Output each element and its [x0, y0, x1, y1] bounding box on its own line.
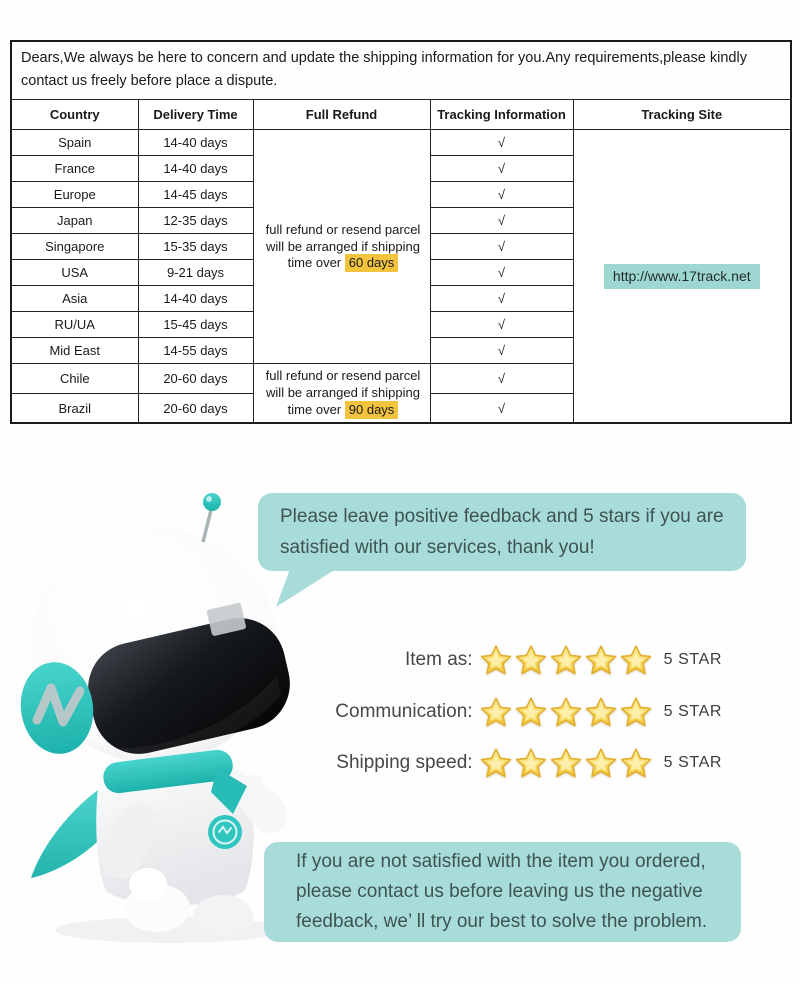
feedback-section [0, 410, 800, 984]
star-icon [480, 696, 512, 728]
star-icon [480, 644, 512, 676]
rating-row-shipping-speed [330, 745, 722, 781]
star-icon [585, 696, 617, 728]
refund-days-highlight: 90 days [345, 401, 399, 419]
delivery-cell: 14-40 days [138, 286, 253, 312]
country-cell: Mid East [11, 338, 138, 364]
rating-value: 5 STAR [663, 703, 722, 720]
bubble-line: Please leave positive feedback and 5 stars if you are [280, 506, 724, 527]
rating-label: Shipping speed: [336, 752, 473, 773]
bubble-line: If you are not satisfied with the item you ordered, [296, 851, 706, 872]
tracking-check: √ [430, 394, 573, 424]
tracking-check: √ [430, 338, 573, 364]
bubble-line: feedback, we’ ll try our best to solve the problem. [296, 911, 708, 932]
star-icon [550, 696, 582, 728]
delivery-cell: 14-55 days [138, 338, 253, 364]
star-icon [550, 644, 582, 676]
feedback-request-bubble [258, 493, 746, 571]
col-header-country: Country [11, 100, 138, 130]
star-rating [480, 696, 655, 728]
country-cell: USA [11, 260, 138, 286]
star-icon [585, 644, 617, 676]
star-icon [620, 747, 652, 779]
notice-row [11, 41, 791, 100]
tracking-check: √ [430, 286, 573, 312]
tracking-check: √ [430, 364, 573, 394]
bubble-line: satisfied with our services, thank you! [280, 537, 595, 558]
refund-days-highlight: 60 days [345, 254, 399, 272]
rating-value: 5 STAR [663, 651, 722, 668]
rating-row-item-as [330, 642, 722, 678]
delivery-cell: 20-60 days [138, 394, 253, 424]
rating-label: Communication: [335, 701, 473, 722]
star-icon [620, 644, 652, 676]
rating-row-communication [330, 694, 722, 730]
delivery-cell: 14-40 days [138, 156, 253, 182]
delivery-cell: 15-35 days [138, 234, 253, 260]
star-icon [585, 747, 617, 779]
tracking-check: √ [430, 234, 573, 260]
star-icon [515, 644, 547, 676]
country-cell: Spain [11, 130, 138, 156]
star-rating [480, 644, 655, 676]
tracking-check: √ [430, 130, 573, 156]
country-cell: Japan [11, 208, 138, 234]
country-cell: Asia [11, 286, 138, 312]
country-cell: Europe [11, 182, 138, 208]
refund-text: full refund or resend parcel will be arranged if shipping time over [265, 368, 421, 417]
country-cell: RU/UA [11, 312, 138, 338]
star-icon [620, 696, 652, 728]
delivery-cell: 14-45 days [138, 182, 253, 208]
country-cell: Brazil [11, 394, 138, 424]
table-header-row [11, 100, 791, 130]
tracking-check: √ [430, 156, 573, 182]
delivery-cell: 12-35 days [138, 208, 253, 234]
speech-bubble-tail [274, 569, 338, 609]
dispute-notice-bubble [264, 842, 741, 942]
tracking-check: √ [430, 312, 573, 338]
notice-text: Dears,We always be here to concern and update the shipping information for you.Any requirements,please kindly contact us freely before place a dispute. [11, 41, 791, 100]
tracking-site-link[interactable]: http://www.17track.net [604, 264, 760, 289]
col-header-delivery: Delivery Time [138, 100, 253, 130]
refund-policy-60 [253, 130, 430, 364]
star-rating [480, 747, 655, 779]
star-icon [480, 747, 512, 779]
tracking-check: √ [430, 208, 573, 234]
rating-label: Item as: [404, 649, 473, 670]
col-header-site: Tracking Site [573, 100, 791, 130]
bubble-line: please contact us before leaving us the negative [296, 881, 703, 902]
delivery-cell: 9-21 days [138, 260, 253, 286]
delivery-cell: 15-45 days [138, 312, 253, 338]
country-cell: Chile [11, 364, 138, 394]
tracking-site-cell [573, 130, 791, 423]
col-header-refund: Full Refund [253, 100, 430, 130]
tracking-check: √ [430, 182, 573, 208]
tracking-check: √ [430, 260, 573, 286]
shipping-table [10, 40, 792, 424]
rating-value: 5 STAR [663, 754, 722, 771]
star-icon [515, 747, 547, 779]
table-row [11, 130, 791, 156]
refund-text: full refund or resend parcel will be arranged if shipping time over [265, 221, 421, 271]
country-cell: Singapore [11, 234, 138, 260]
delivery-cell: 14-40 days [138, 130, 253, 156]
country-cell: France [11, 156, 138, 182]
delivery-cell: 20-60 days [138, 364, 253, 394]
col-header-tracking: Tracking Information [430, 100, 573, 130]
star-icon [550, 747, 582, 779]
star-icon [515, 696, 547, 728]
